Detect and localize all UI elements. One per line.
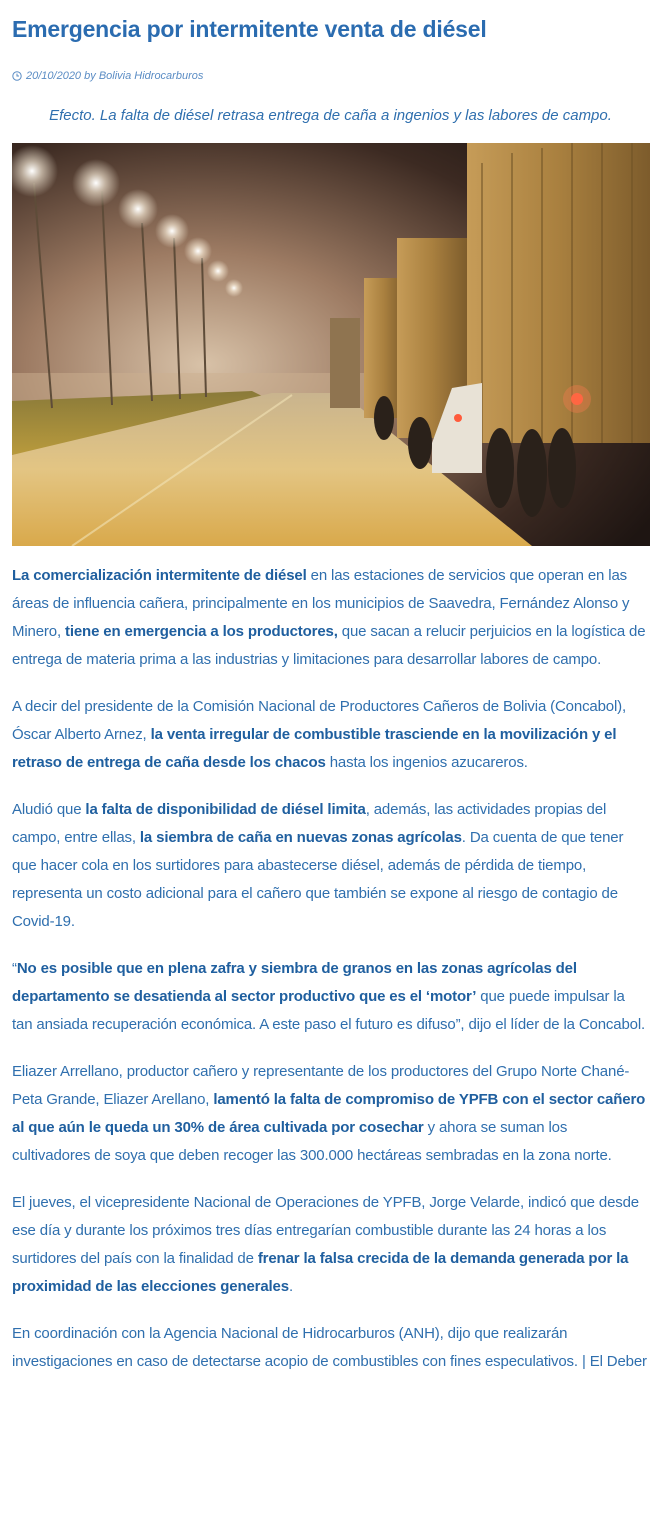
article-paragraph	[12, 1189, 649, 1301]
bold-text-segment: frenar la falsa crecida de la demanda generada por la proximidad de las elecciones generales	[12, 1250, 629, 1295]
text-segment: .	[288, 1278, 293, 1295]
text-segment: “	[12, 960, 17, 977]
bold-text-segment: La comercialización intermitente de diésel	[12, 567, 307, 584]
text-segment: En coordinación con la Agencia Nacional de Hidrocarburos (ANH), dijo que realizarán investigaciones en caso de detectarse acopio de combustibles con fines especulativos. | El Deber	[12, 1325, 647, 1370]
article-title: Emergencia por intermitente venta de diésel	[12, 16, 487, 42]
text-segment: en las estaciones de servicios que operan en las áreas de influencia cañera, principalmente en los municipios de Saavedra, Fernández Alonso y Minero,	[12, 567, 630, 640]
text-segment: El jueves, el vicepresidente Nacional de Operaciones de YPFB, Jorge Velarde, indicó que desde ese día y durante los próximos tres días entregarían combustible durante las 24 horas a los surtidores del país con la finalidad de	[12, 1194, 640, 1267]
text-segment: A decir del presidente de la Comisión Nacional de Productores Cañeros de Bolivia (Concabol), Óscar Alberto Arnez,	[12, 698, 627, 743]
bold-text-segment: la siembra de caña en nuevas zonas agrícolas	[139, 829, 462, 846]
text-segment: que puede impulsar la tan ansiada recuperación económica. A este paso el futuro es difuso”, dijo el líder de la Concabol.	[12, 988, 646, 1033]
text-segment: Eliazer Arrellano, productor cañero y representante de los productores del Grupo Norte Chané-Peta Grande, Eliazer Arellano,	[12, 1063, 630, 1108]
byline-by: by	[84, 70, 96, 82]
article-paragraph	[12, 1058, 649, 1170]
text-segment: que sacan a relucir perjuicios en la logística de entrega de materia prima a las industrias y limitaciones para desarrollar labores de campo.	[12, 623, 646, 668]
bold-text-segment: No es posible que en plena zafra y siembra de granos en las zonas agrícolas del departamento se desatienda al sector productivo que es el ‘motor’	[12, 960, 577, 1005]
post-author[interactable]: Bolivia Hidrocarburos	[98, 70, 204, 82]
article-paragraph	[12, 796, 649, 936]
text-segment: y ahora se suman los cultivadores de soya que deben recoger las 300.000 hectáreas sembradas en la zona norte.	[12, 1119, 612, 1164]
article-body	[12, 562, 649, 1376]
article-paragraph	[12, 693, 649, 777]
text-segment: . Da cuenta de que tener que hacer cola en los surtidores para abastecerse diésel, además de pérdida de tiempo, representa un costo adicional para el cañero que también se expone al riesgo de contagio de Covid-19.	[12, 829, 624, 930]
article-meta	[12, 68, 649, 84]
bold-text-segment: la venta irregular de combustible trasciende en la movilización y el retraso de entrega de caña desde los chacos	[12, 726, 617, 771]
bold-text-segment: la falta de disponibilidad de diésel limita	[85, 801, 366, 818]
article-paragraph	[12, 955, 649, 1039]
bold-text-segment: tiene en emergencia a los productores,	[65, 623, 338, 640]
image-caption: Efecto. La falta de diésel retrasa entrega de caña a ingenios y las labores de campo.	[49, 107, 612, 124]
text-segment: , además, las actividades propias del campo, entre ellas,	[12, 801, 607, 846]
article-photo	[12, 143, 650, 546]
article-paragraph	[12, 1320, 649, 1376]
text-segment: hasta los ingenios azucareros.	[325, 754, 528, 771]
article-paragraph	[12, 562, 649, 674]
clock-icon	[12, 71, 22, 81]
bold-text-segment: lamentó la falta de compromiso de YPFB con el sector cañero al que aún le queda un 30% de área cultivada por cosechar	[12, 1091, 646, 1136]
post-date: 20/10/2020	[26, 70, 82, 82]
text-segment: Aludió que	[12, 801, 86, 818]
